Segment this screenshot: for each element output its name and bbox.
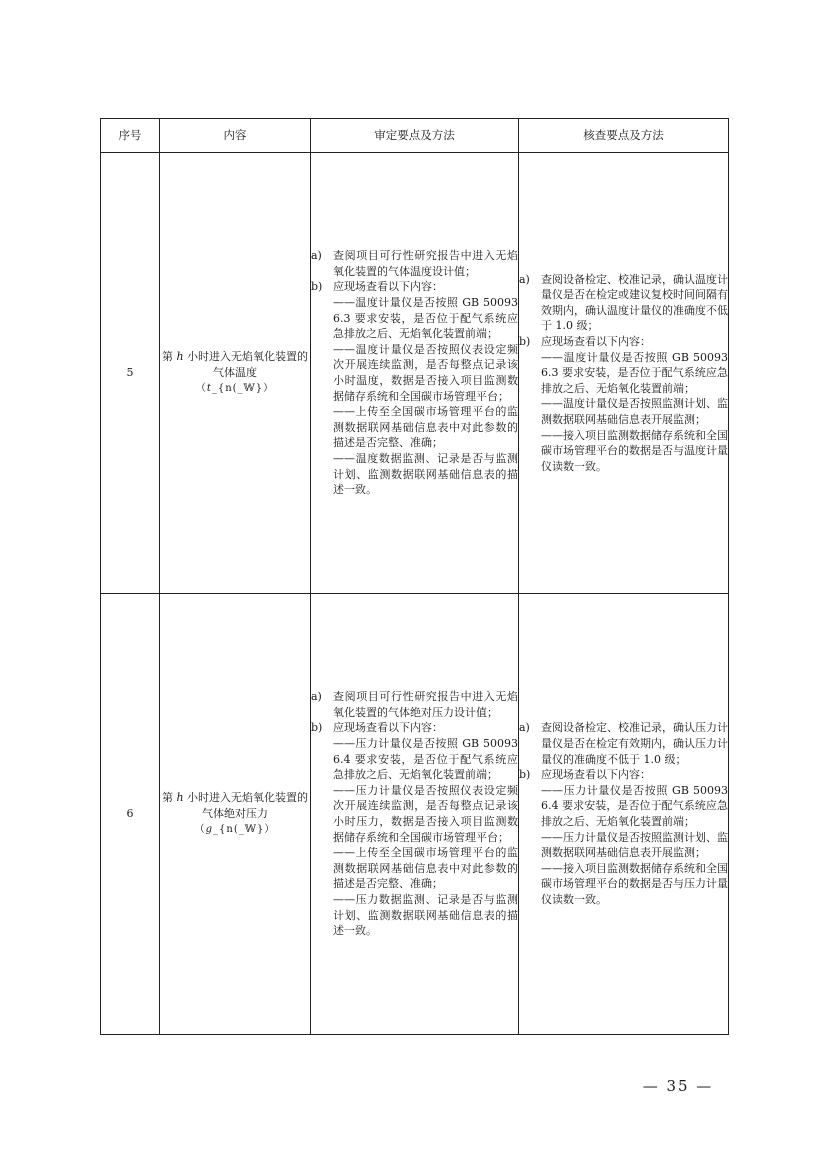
sub-item: ——温度计量仪是否按照 GB 50093 6.3 要求安装，是否位于配气系统应急排放之后、无焰氧化装置前端； — [541, 350, 728, 395]
header-check-methods: 核查要点及方法 — [519, 119, 729, 153]
item-label: a) — [519, 721, 530, 735]
review-methods-cell — [311, 153, 519, 594]
sub-item: ——压力计量仪是否按照仪表设定频次开展连续监测，是否每整点记录该小时压力，数据是否接入项目监测数据储存系统和全国碳市场管理平台； — [333, 783, 518, 844]
row-content — [160, 153, 311, 594]
item-text — [541, 334, 728, 474]
header-review-methods: 审定要点及方法 — [311, 119, 519, 153]
sub-item: ——温度计量仪是否按照 GB 50093 6.3 要求安装，是否位于配气系统应急排放之后、无焰氧化装置前端； — [333, 296, 518, 341]
sub-item: ——温度计量仪是否按照监测计划、监测数据联网基础信息表开展监测； — [541, 397, 728, 426]
sub-item: ——压力计量仪是否按照 GB 50093 6.4 要求安装，是否位于配气系统应急排放之后、无焰氧化装置前端； — [333, 737, 518, 782]
item-text — [333, 279, 518, 497]
table-row — [101, 153, 729, 594]
header-content: 内容 — [160, 119, 311, 153]
item-label: b) — [519, 335, 531, 349]
item-label: b) — [311, 721, 323, 735]
row-number: 6 — [101, 594, 160, 1035]
item-label: b) — [519, 768, 531, 782]
content-symbol: （𝑔_{n(_𝕎}） — [194, 824, 276, 836]
item-intro: 应现场查看以下内容： — [541, 335, 651, 349]
sub-item: ——温度计量仪是否按照仪表设定频次开展连续监测，是否每整点记录该小时温度，数据是否接入项目监测数据储存系统和全国碳市场管理平台； — [333, 342, 518, 403]
page-number: — 35 — — [642, 1077, 714, 1095]
item-intro: 应现场查看以下内容： — [333, 280, 443, 294]
item-intro: 应现场查看以下内容： — [541, 768, 651, 782]
item-intro: 应现场查看以下内容： — [333, 721, 443, 735]
sub-item: ——接入项目监测数据储存系统和全国碳市场管理平台的数据是否与温度计量仪读数一致。 — [541, 428, 728, 473]
check-methods-cell — [519, 594, 729, 1035]
sub-item: ——接入项目监测数据储存系统和全国碳市场管理平台的数据是否与压力计量仪读数一致。 — [541, 861, 728, 906]
table-header-row — [101, 119, 729, 153]
content-variable: h — [176, 791, 184, 805]
item-text: 查阅设备检定、校准记录，确认压力计量仪是否在检定有效期内，确认压力计量仪的准确度不低于 1.0 级； — [541, 721, 728, 766]
sub-item: ——上传至全国碳市场管理平台的监测数据联网基础信息表中对此参数的描述是否完整、准确； — [333, 846, 518, 891]
item-text — [541, 767, 728, 907]
item-text — [333, 720, 518, 938]
item-label: b) — [311, 280, 323, 294]
item-text: 查阅设备检定、校准记录，确认温度计量仪是否在检定或建议复校时间间隔有效期内，确认温度计量仪的准确度不低于 1.0 级； — [541, 272, 728, 333]
content-main: 小时进入无焰氧化装置的气体温度 — [183, 350, 309, 379]
item-text: 查阅项目可行性研究报告中进入无焰氧化装置的气体绝对压力设计值； — [333, 690, 518, 719]
item-label: a) — [519, 272, 530, 286]
check-methods-cell — [519, 153, 729, 594]
sub-item: ——温度数据监测、记录是否与监测计划、监测数据联网基础信息表的描述一致。 — [333, 451, 518, 497]
item-text: 查阅项目可行性研究报告中进入无焰氧化装置的气体温度设计值； — [333, 249, 518, 278]
sub-item: ——压力计量仪是否按照 GB 50093 6.4 要求安装，是否位于配气系统应急排放之后、无焰氧化装置前端； — [541, 783, 728, 828]
content-main: 小时进入无焰氧化装置的气体绝对压力 — [183, 791, 309, 820]
item-label: a) — [311, 690, 322, 704]
content-symbol: （𝑡_{n(_𝕎}） — [195, 383, 275, 395]
row-number: 5 — [101, 153, 160, 594]
table-row — [101, 594, 729, 1035]
requirements-table — [100, 118, 729, 1035]
content-prefix: 第 — [161, 791, 177, 805]
review-methods-cell — [311, 594, 519, 1035]
item-label: a) — [311, 249, 322, 263]
sub-item: ——压力数据监测、记录是否与监测计划、监测数据联网基础信息表的描述一致。 — [333, 892, 518, 938]
content-variable: h — [176, 350, 184, 364]
row-content — [160, 594, 311, 1035]
sub-item: ——上传至全国碳市场管理平台的监测数据联网基础信息表中对此参数的描述是否完整、准确； — [333, 405, 518, 450]
sub-item: ——压力计量仪是否按照监测计划、监测数据联网基础信息表开展监测； — [541, 830, 728, 860]
header-seq: 序号 — [101, 119, 160, 153]
content-prefix: 第 — [161, 350, 177, 364]
